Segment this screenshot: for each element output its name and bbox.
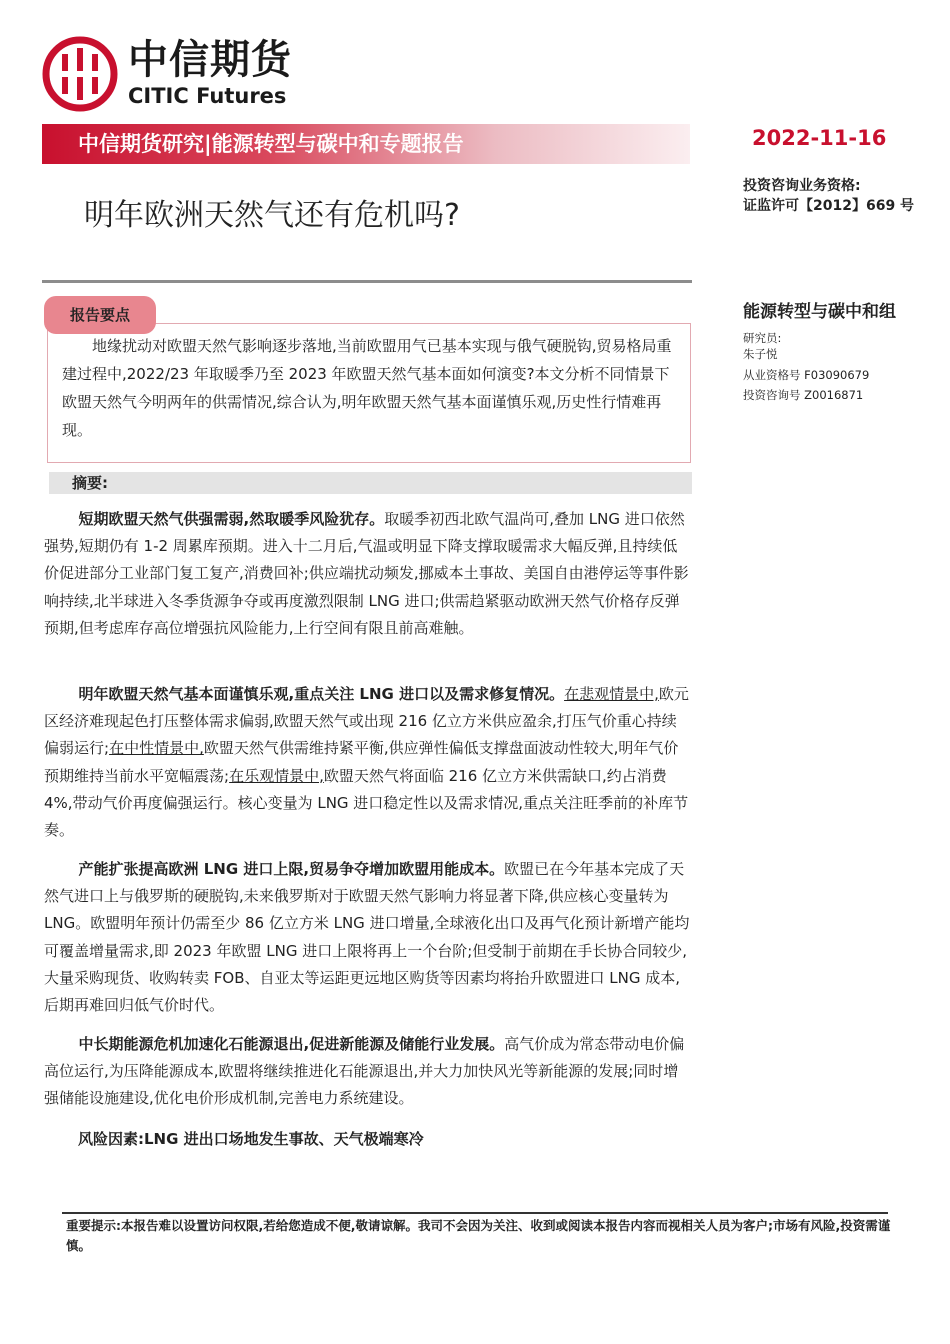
logo-english-name: CITIC Futures (128, 84, 287, 108)
consult-license: 投资咨询号 Z0016871 (743, 388, 864, 402)
report-date: 2022-11-16 (752, 126, 887, 150)
summary-label: 摘要: (72, 474, 108, 492)
banner-title: 中信期货研究|能源转型与碳中和专题报告 (78, 132, 464, 156)
summary-paragraph-1 (44, 506, 690, 642)
footer-disclaimer: 重要提示:本报告难以设置访问权限,若给您造成不便,敬请谅解。我司不会因为关注、收到或阅读本报告内容而视相关人员为客户;市场有风险,投资需谨慎。 (66, 1218, 891, 1253)
page-title: 明年欧洲天然气还有危机吗? (84, 198, 460, 233)
qualification-value: 证监许可【2012】669 号 (743, 198, 915, 214)
pessimistic-scenario-text: 欧元区经济难现起色打压整体需求偏弱,欧盟天然气或出现 216 亿立方米供应盈余,打压气价重心持续偏弱运行; (44, 685, 689, 758)
paragraph-1-body: 取暖季初西北欧气温尚可,叠加 LNG 进口依然强势,短期仍有 1-2 周累库预期。进入十二月后,气温或明显下降支撑取暖需求大幅反弹,且持续低价促进部分工业部门复工复产,消费回补;供应端扰动频发,挪威本土事故、美国自由港停运等事件影响持续,北半球进入冬季货源争夺或再度激烈限制 LNG 进口;供需趋紧驱动欧洲天然气价格存反弹预期,但考虑库存高位增强抗风险能力,上行空间有限且前高难触。 (44, 510, 689, 637)
paragraph-3-body: 欧盟已在今年基本完成了天然气进口上与俄罗斯的硬脱钩,未来俄罗斯对于欧盟天然气影响力将显著下降,供应核心变量转为 LNG。欧盟明年预计仍需至少 86 亿立方米 LNG 进口增量,全球液化出口及再气化预计新增产能均可覆盖增量需求,即 2023 年欧盟 LNG 进口上限将再上一个台阶;但受制于前期在手长协合同较少,大量采购现货、收购转卖 FOB、自亚太等运距更远地区购货等因素均将抬升欧盟进口 LNG 成本,后期再难回归低气价时代。 (44, 860, 690, 1015)
researcher-label: 研究员: (743, 331, 782, 345)
qualification-label: 投资咨询业务资格: (743, 178, 861, 194)
optimistic-scenario-label: 在乐观情景中, (229, 766, 324, 785)
paragraph-4-heading: 中长期能源危机加速化石能源退出,促进新能源及储能行业发展。 (78, 1035, 505, 1053)
researcher-name: 朱子悦 (743, 347, 778, 361)
citic-logo-icon (42, 36, 118, 112)
team-name: 能源转型与碳中和组 (743, 302, 896, 322)
key-points-tab: 报告要点 (44, 296, 156, 334)
practice-license: 从业资格号 F03090679 (743, 368, 870, 382)
pessimistic-scenario-label: 在悲观情景中, (564, 685, 659, 703)
footer-divider (62, 1212, 888, 1214)
summary-paragraph-2 (44, 681, 690, 844)
paragraph-2-heading: 明年欧盟天然气基本面谨慎乐观,重点关注 LNG 进口以及需求修复情况。 (78, 685, 565, 703)
paragraph-4-body: 高气价成为常态带动电价偏高位运行,为压降能源成本,欧盟将继续推进化石能源退出,并大力加快风光等新能源的发展;同时增强储能设施建设,优化电价形成机制,完善电力系统建设。 (44, 1035, 685, 1108)
neutral-scenario-label: 在中性情景中, (109, 739, 204, 758)
summary-bar (49, 472, 692, 494)
paragraph-1-heading: 短期欧盟天然气供强需弱,然取暖季风险犹存。 (78, 510, 385, 528)
paragraph-3-heading: 产能扩张提高欧洲 LNG 进口上限,贸易争夺增加欧盟用能成本。 (78, 860, 505, 878)
summary-paragraph-3 (44, 856, 690, 1019)
title-divider (42, 280, 692, 283)
optimistic-scenario-text: 欧盟天然气将面临 216 亿立方米供需缺口,约占消费 4%,带动气价再度偏强运行。核心变量为 LNG 进口稳定性以及需求情况,重点关注旺季前的补库节奏。 (44, 766, 689, 840)
key-points-text: 地缘扰动对欧盟天然气影响逐步落地,当前欧盟用气已基本实现与俄气硬脱钩,贸易格局重建过程中,2022/23 年取暖季乃至 2023 年欧盟天然气基本面如何演变?本文分析不同情景下欧盟天然气今明两年的供需情况,综合认为,明年欧盟天然气基本面谨慎乐观,历史性行情难再现。 (62, 337, 672, 439)
neutral-scenario-text: 欧盟天然气供需维持紧平衡,供应弹性偏低支撑盘面波动性较大,明年气价预期维持当前水平宽幅震荡; (44, 739, 679, 785)
summary-paragraph-4 (44, 1031, 690, 1113)
risk-factors: 风险因素:LNG 进出口场地发生事故、天气极端寒冷 (78, 1130, 424, 1148)
logo-chinese-name: 中信期货 (128, 37, 292, 83)
